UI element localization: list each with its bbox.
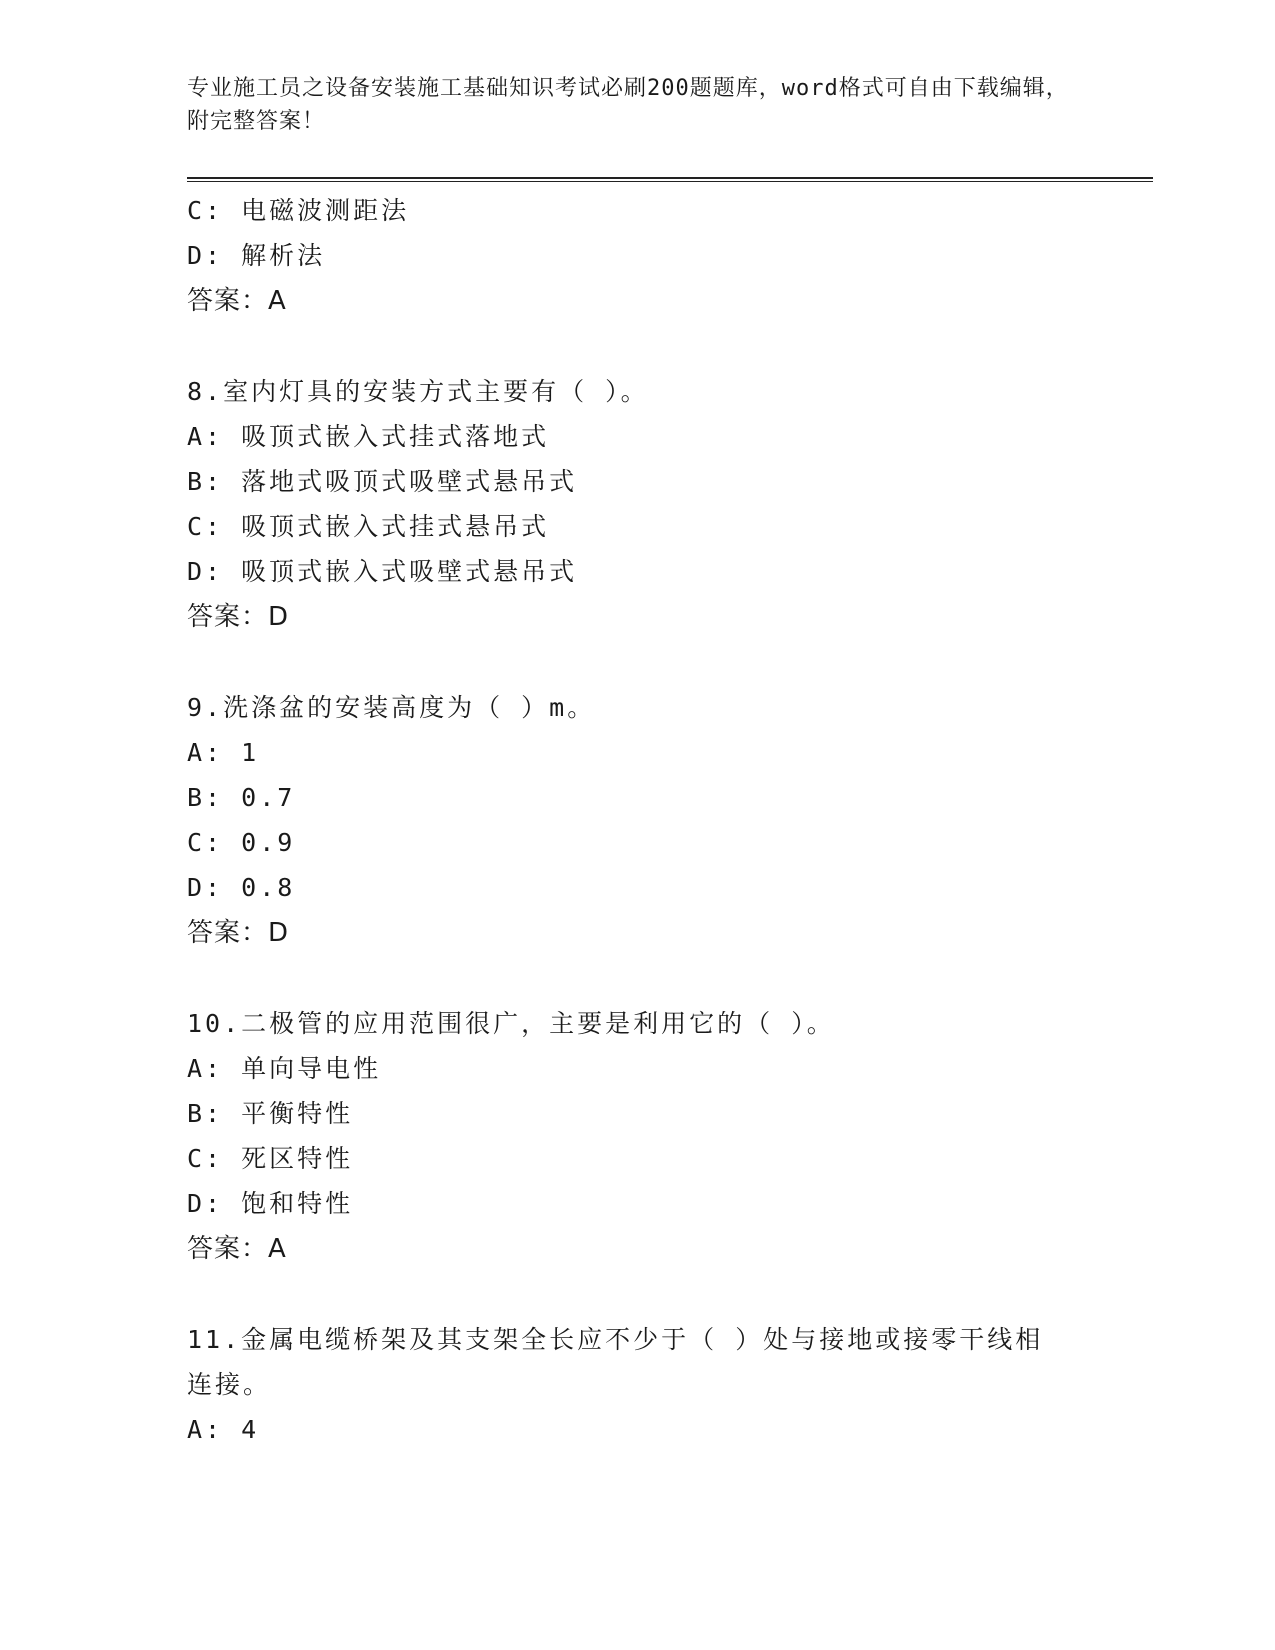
q10-option-c: C: 死区特性 xyxy=(187,1144,354,1173)
q10-option-b: B: 平衡特性 xyxy=(187,1099,354,1128)
q9-option-d: D: 0.8 xyxy=(187,873,296,902)
q7-option-d: D: 解析法 xyxy=(187,241,326,270)
q8-option-a: A: 吸顶式嵌入式挂式落地式 xyxy=(187,422,550,451)
q9-option-c: C: 0.9 xyxy=(187,828,296,857)
q11-question: 11.金属电缆桥架及其支架全长应不少于（ ）处与接地或接零干线相连接。 xyxy=(187,1325,1044,1399)
q10-option-d: D: 饱和特性 xyxy=(187,1189,354,1218)
q7-answer: 答案：A xyxy=(187,286,287,316)
q7-option-c: C: 电磁波测距法 xyxy=(187,196,410,225)
q9-option-b: B: 0.7 xyxy=(187,783,296,812)
q8-answer: 答案：D xyxy=(187,602,290,632)
q8-option-b: B: 落地式吸顶式吸壁式悬吊式 xyxy=(187,467,578,496)
header-divider xyxy=(187,177,1153,182)
q8-option-c: C: 吸顶式嵌入式挂式悬吊式 xyxy=(187,512,550,541)
q9-answer: 答案：D xyxy=(187,918,290,948)
q8-question: 8.室内灯具的安装方式主要有（ ）。 xyxy=(187,377,649,406)
q8-option-d: D: 吸顶式嵌入式吸壁式悬吊式 xyxy=(187,557,578,586)
q10-question: 10.二极管的应用范围很广，主要是利用它的（ ）。 xyxy=(187,1009,835,1038)
question-list xyxy=(187,188,1087,1452)
q11-option-a: A: 4 xyxy=(187,1415,260,1444)
page-header-title: 专业施工员之设备安装施工基础知识考试必刷200题题库，word格式可自由下载编辑，附完整答案！ xyxy=(187,76,1069,134)
q9-question: 9.洗涤盆的安装高度为（ ）m。 xyxy=(187,693,596,722)
q9-option-a: A: 1 xyxy=(187,738,260,767)
q10-option-a: A: 单向导电性 xyxy=(187,1054,382,1083)
q10-answer: 答案：A xyxy=(187,1234,287,1264)
